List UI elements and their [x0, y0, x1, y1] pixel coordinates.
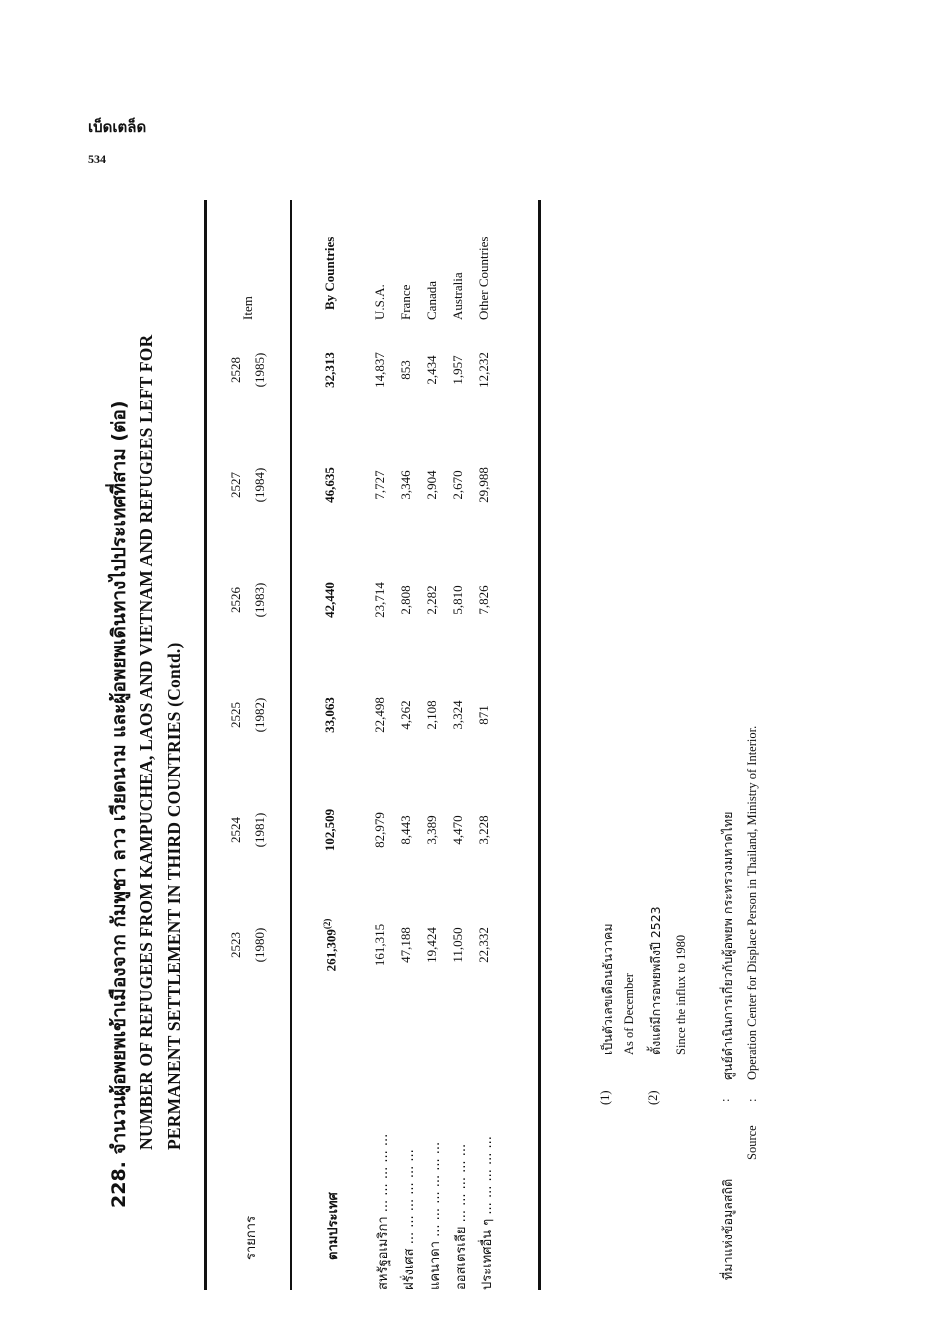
cell: 7,826 [476, 585, 491, 615]
source-label-english: Source [745, 1125, 759, 1160]
year-ce-1983: (1983) [252, 582, 267, 618]
item-header-english: Item [240, 296, 255, 320]
total-1982: 33,063 [322, 697, 337, 733]
table-top-rule [204, 200, 207, 1290]
total-1984: 46,635 [322, 467, 337, 503]
cell: 23,714 [372, 582, 387, 618]
row-label-thai: ฝรั่งเศส ... ... ... ... ... ... [402, 1149, 417, 1290]
year-be-1984: 2527 [228, 472, 243, 498]
year-be-1982: 2525 [228, 702, 243, 728]
item-header-thai: รายการ [244, 1215, 259, 1260]
source-label-thai: ที่มาแห่งข้อมูลสถิติ [720, 1178, 735, 1280]
footnote-1-english: As of December [622, 973, 636, 1055]
cell: 82,979 [372, 812, 387, 848]
cell: 22,332 [476, 927, 491, 963]
title-thai: 228. จำนวนผู้อพยพเข้าเมืองจาก กัมพูชา ลาว เวียดนาม และผู้อพยพเดินทางไปประเทศที่สาม (ต่อ) [108, 400, 130, 1208]
cell: 22,498 [372, 697, 387, 733]
source-text-thai: ศูนย์ดำเนินการเกี่ยวกับผู้อพยพ กระทรวงมหาดไทย [720, 811, 735, 1080]
year-ce-1980: (1980) [252, 927, 267, 963]
year-ce-1984: (1984) [252, 467, 267, 503]
title-english-line1: NUMBER OF REFUGEES FROM KAMPUCHEA, LAOS AND VIETNAM AND REFUGEES LEFT FOR [136, 334, 156, 1150]
footnote-2-marker: (2) [646, 1090, 660, 1105]
cell: 3,346 [398, 470, 413, 500]
footnote-1-thai: เป็นตัวเลขเดือนธันวาคม [600, 923, 615, 1055]
cell: 11,050 [450, 927, 465, 963]
year-be-1983: 2526 [228, 587, 243, 613]
row-label-english: U.S.A. [372, 284, 387, 320]
cell: 161,315 [372, 923, 387, 967]
title-english-line2: PERMANENT SETTLEMENT IN THIRD COUNTRIES (Contd.) [164, 642, 184, 1150]
total-label-english: By Countries [322, 236, 337, 310]
cell: 19,424 [424, 927, 439, 963]
cell: 7,727 [372, 470, 387, 500]
row-label-thai: ประเทศอื่น ๆ ... ... ... ... ... [480, 1136, 495, 1290]
cell: 2,282 [424, 585, 439, 615]
cell: 5,810 [450, 585, 465, 615]
cell: 4,470 [450, 815, 465, 845]
total-1980: 261,309$^{(2)}$ [322, 918, 339, 972]
source-separator-english: : [745, 1098, 759, 1102]
footnote-ref-2: (2) [322, 918, 332, 930]
total-label-thai: ตามประเทศ [326, 1192, 341, 1260]
rotated-table-page [90, 150, 890, 1300]
year-be-1980: 2523 [228, 932, 243, 958]
page-number: 534 [88, 152, 106, 166]
row-label-english: Canada [424, 281, 439, 320]
cell: 14,837 [372, 352, 387, 388]
footnote-1-marker: (1) [598, 1090, 612, 1105]
footnote-2-thai: ตั้งแต่มีการอพยพถึงปี 2523 [648, 906, 663, 1055]
row-label-thai: แคนาดา ... ... ... ... ... ... [428, 1141, 443, 1290]
year-ce-1982: (1982) [252, 697, 267, 733]
cell: 47,188 [398, 927, 413, 963]
cell: 2,808 [398, 585, 413, 615]
cell: 2,108 [424, 700, 439, 730]
cell: 3,228 [476, 815, 491, 845]
table-bottom-rule [538, 200, 541, 1290]
book-title: เบ็ดเตล็ด [88, 120, 147, 136]
cell: 871 [476, 705, 491, 725]
source-text-english: Operation Center for Displace Person in Thailand, Ministry of Interior. [745, 725, 759, 1080]
cell: 8,443 [398, 815, 413, 845]
cell: 2,434 [424, 355, 439, 385]
source-separator-thai: : [718, 1098, 732, 1102]
year-be-1985: 2528 [228, 357, 243, 383]
cell: 12,232 [476, 352, 491, 388]
cell: 3,324 [450, 700, 465, 730]
row-label-english: France [398, 284, 413, 320]
row-label-english: Other Countries [476, 236, 491, 320]
total-1983: 42,440 [322, 582, 337, 618]
cell: 1,957 [450, 355, 465, 385]
year-ce-1985: (1985) [252, 352, 267, 388]
total-1985: 32,313 [322, 352, 337, 388]
year-be-1981: 2524 [228, 817, 243, 843]
total-1981: 102,509 [322, 808, 337, 852]
table-header-rule [290, 200, 292, 1290]
row-label-thai: ออสเตรเลีย ... ... ... ... ... [454, 1143, 469, 1290]
cell: 29,988 [476, 467, 491, 503]
cell: 4,262 [398, 700, 413, 730]
cell: 2,670 [450, 470, 465, 500]
row-label-thai: สหรัฐอเมริกา ... ... ... ... ... [376, 1133, 391, 1290]
cell: 853 [398, 360, 413, 380]
row-label-english: Australia [450, 272, 465, 320]
cell: 2,904 [424, 470, 439, 500]
cell: 3,389 [424, 815, 439, 845]
footnote-2-english: Since the influx to 1980 [674, 934, 688, 1055]
year-ce-1981: (1981) [252, 812, 267, 848]
